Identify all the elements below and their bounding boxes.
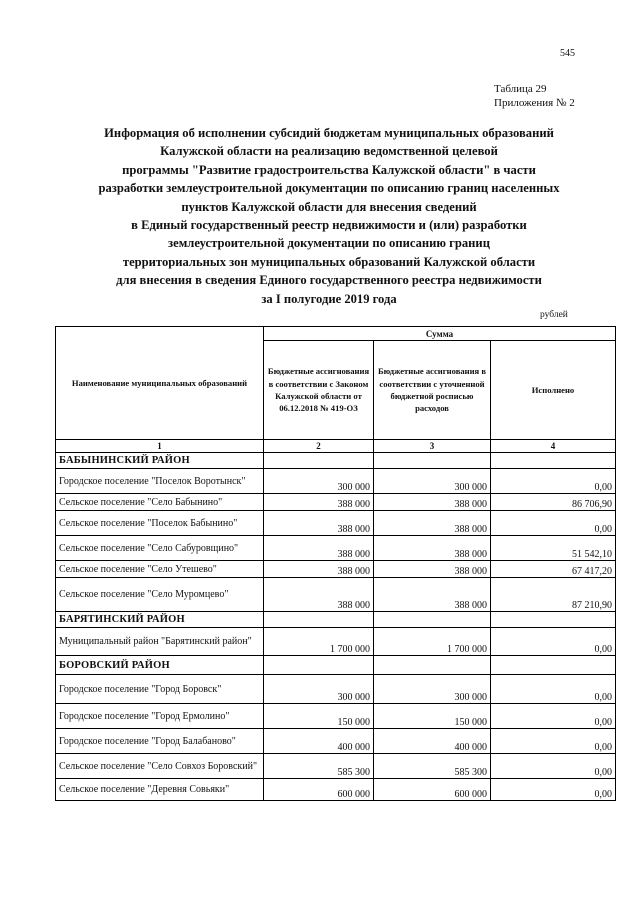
- law-amount: 388 000: [264, 561, 374, 578]
- law-amount: 150 000: [264, 704, 374, 729]
- col-header-name: [56, 327, 264, 440]
- law-amount: 388 000: [264, 578, 374, 612]
- col-number: 2: [264, 440, 374, 453]
- title-line: программы "Развитие градостроительства Калужской области" в части: [122, 162, 536, 177]
- table-row: [56, 704, 616, 729]
- district-row: [56, 453, 616, 469]
- title-line: в Единый государственный реестр недвижимости и (или) разработки: [131, 218, 527, 233]
- table-body: [56, 453, 616, 801]
- refined-amount: 388 000: [374, 494, 491, 511]
- empty-cell: [374, 453, 491, 469]
- refined-amount: 600 000: [374, 779, 491, 801]
- executed-amount: 0,00: [491, 779, 616, 801]
- municipality-name: Сельское поселение "Село Муромцево": [56, 578, 264, 612]
- municipality-name: Сельское поселение "Поселок Бабынино": [56, 511, 264, 536]
- col-number: 4: [491, 440, 616, 453]
- empty-cell: [264, 612, 374, 628]
- refined-amount: 388 000: [374, 578, 491, 612]
- law-amount: 388 000: [264, 511, 374, 536]
- executed-amount: 0,00: [491, 511, 616, 536]
- table-row: [56, 561, 616, 578]
- district-name: БОРОВСКИЙ РАЙОН: [56, 656, 264, 675]
- table-row: [56, 578, 616, 612]
- refined-amount: 150 000: [374, 704, 491, 729]
- title-line: Информация об исполнении субсидий бюджетам муниципальных образований: [104, 126, 554, 140]
- municipality-name: Городское поселение "Поселок Воротынск": [56, 469, 264, 494]
- municipality-name: Сельское поселение "Село Утешево": [56, 561, 264, 578]
- executed-amount: 0,00: [491, 754, 616, 779]
- title-line: за I полугодие 2019 года: [261, 291, 397, 306]
- refined-amount: 388 000: [374, 561, 491, 578]
- col-header-refined: Бюджетные ассигнования в соответствии с уточненной бюджетной росписью расходов: [374, 341, 491, 440]
- executed-amount: 87 210,90: [491, 578, 616, 612]
- table-row: [56, 494, 616, 511]
- district-row: [56, 656, 616, 675]
- executed-amount: 0,00: [491, 628, 616, 656]
- subsidy-table: [55, 326, 616, 801]
- refined-amount: 300 000: [374, 675, 491, 704]
- municipality-name: Сельское поселение "Село Сабуровщино": [56, 536, 264, 561]
- law-amount: 388 000: [264, 494, 374, 511]
- refined-amount: 388 000: [374, 511, 491, 536]
- empty-cell: [491, 612, 616, 628]
- executed-amount: 0,00: [491, 469, 616, 494]
- table-row: [56, 511, 616, 536]
- empty-cell: [491, 453, 616, 469]
- units-label: рублей: [540, 310, 568, 320]
- law-amount: 585 300: [264, 754, 374, 779]
- refined-amount: 400 000: [374, 729, 491, 754]
- table-row: [56, 675, 616, 704]
- district-row: [56, 612, 616, 628]
- executed-amount: 51 542,10: [491, 536, 616, 561]
- executed-amount: 0,00: [491, 704, 616, 729]
- executed-amount: 67 417,20: [491, 561, 616, 578]
- empty-cell: [264, 453, 374, 469]
- title-line: землеустроительной документации по описанию границ: [168, 236, 490, 251]
- law-amount: 600 000: [264, 779, 374, 801]
- col-header-name-text: Наименование муниципальных образований: [71, 378, 248, 388]
- col-header-sum: Сумма: [264, 327, 616, 341]
- table-ref-line1: Таблица 29: [494, 83, 547, 95]
- law-amount: 300 000: [264, 675, 374, 704]
- municipality-name: Сельское поселение "Деревня Совьяки": [56, 779, 264, 801]
- table-row: [56, 754, 616, 779]
- page-number: 545: [560, 48, 575, 59]
- table-row: [56, 628, 616, 656]
- municipality-name: Городское поселение "Город Ермолино": [56, 704, 264, 729]
- empty-cell: [264, 656, 374, 675]
- refined-amount: 388 000: [374, 536, 491, 561]
- col-header-executed: Исполнено: [491, 341, 616, 440]
- title-line: территориальных зон муниципальных образований Калужской области: [122, 254, 536, 269]
- municipality-name: Муниципальный район "Барятинский район": [56, 628, 264, 656]
- title-line: Калужской области на реализацию ведомственной целевой: [160, 144, 498, 159]
- table-row: [56, 729, 616, 754]
- law-amount: 1 700 000: [264, 628, 374, 656]
- refined-amount: 1 700 000: [374, 628, 491, 656]
- municipality-name: Городское поселение "Город Балабаново": [56, 729, 264, 754]
- executed-amount: 0,00: [491, 675, 616, 704]
- table-reference: [494, 82, 575, 110]
- col-header-law: Бюджетные ассигнования в соответствии с Законом Калужской области от 06.12.2018 № 419-ОЗ: [264, 341, 374, 440]
- table-row: [56, 536, 616, 561]
- table-row: [56, 779, 616, 801]
- municipality-name: Сельское поселение "Село Бабынино": [56, 494, 264, 511]
- empty-cell: [491, 656, 616, 675]
- municipality-name: Городское поселение "Город Боровск": [56, 675, 264, 704]
- municipality-name: Сельское поселение "Село Совхоз Боровский": [56, 754, 264, 779]
- title-line: разработки землеустроительной документации по описанию границ населенных: [98, 181, 560, 196]
- table-ref-line2: Приложения № 2: [494, 97, 575, 109]
- col-number: 3: [374, 440, 491, 453]
- law-amount: 300 000: [264, 469, 374, 494]
- col-number: 1: [56, 440, 264, 453]
- table-row: [56, 469, 616, 494]
- refined-amount: 585 300: [374, 754, 491, 779]
- law-amount: 388 000: [264, 536, 374, 561]
- executed-amount: 0,00: [491, 729, 616, 754]
- district-name: БАБЫНИНСКИЙ РАЙОН: [56, 453, 264, 469]
- title-line: для внесения в сведения Единого государственного реестра недвижимости: [116, 273, 542, 288]
- district-name: БАРЯТИНСКИЙ РАЙОН: [56, 612, 264, 628]
- document-title: [58, 124, 600, 308]
- law-amount: 400 000: [264, 729, 374, 754]
- executed-amount: 86 706,90: [491, 494, 616, 511]
- title-line: пунктов Калужской области для внесения сведений: [181, 199, 477, 214]
- empty-cell: [374, 656, 491, 675]
- empty-cell: [374, 612, 491, 628]
- refined-amount: 300 000: [374, 469, 491, 494]
